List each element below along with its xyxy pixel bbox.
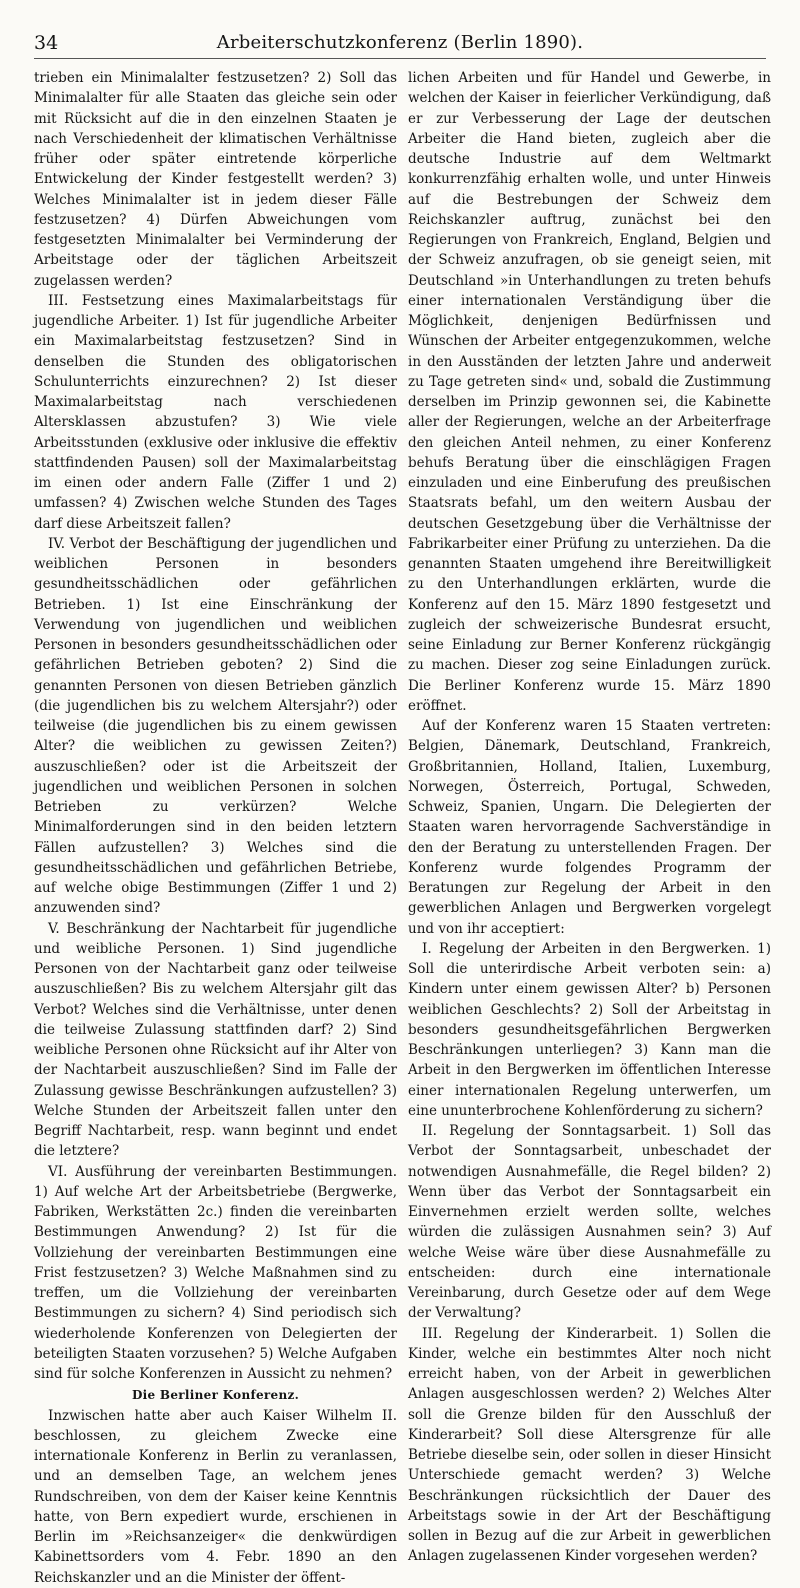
conference-item-iii: III. Regelung der Kinderarbeit. 1) Sollen die Kinder, welche ein bestimmtes Alter noch nicht erreicht haben, von der Arbeit in gewerblichen Anlagen ausgeschlossen werden? 2) Welches Alter soll die Grenze bilden für den Ausschluß der Kinderarbeit? Soll diese Altersgrenze für alle Betriebe dieselbe sein, oder sollen in dieser Hinsicht Unterschiede gemacht werden? 3) Welche Beschränkungen rücksichtlich der Dauer des Arbeitstags sowie in der Art der Beschäftigung sollen in Bezug auf die zur Arbeit in gewerblichen Anlagen zugelassenen Kinder vorgesehen werden? bbox=[408, 1325, 771, 1565]
conference-item-ii: II. Regelung der Sonntagsarbeit. 1) Soll das Verbot der Sonntagsarbeit, unbeschadet der notwendigen Ausnahmefälle, die Regel bilden? 2) Wenn über das Verbot der Sonntagsarbeit ein Einvernehmen erzielt werden sollte, welches würden die zulässigen Ausnahmen sein? 3) Auf welche Weise wäre über diese Ausnahmefälle zu entscheiden: durch eine internationale Vereinbarung, durch Gesetze oder auf dem Wege der Verwaltung? bbox=[408, 1123, 771, 1322]
program-item-v: V. Beschränkung der Nachtarbeit für jugendliche und weibliche Personen. 1) Sind jugendliche Personen von der Nachtarbeit ganz oder teilweise auszuschließen? Bis zu welchem Altersjahr gilt das Verbot? Welches sind die Verhältnisse, unter denen die teilweise Zulassung stattfinden darf? 2) Sind weibliche Personen ohne Rücksicht auf ihr Alter von der Nachtarbeit auszuschließen? Sind im Falle der Zulassung gewisse Beschränkungen aufzustellen? 3) Welche Stunden der Arbeitszeit fallen unter den Begriff Nachtarbeit, resp. wann beginnt und endet die letztere? bbox=[34, 920, 397, 1160]
left-column bbox=[34, 68, 397, 1586]
page-header bbox=[34, 30, 766, 59]
paragraph-participating-states: Auf der Konferenz waren 15 Staaten vertreten: Belgien, Dänemark, Deutschland, Frankreich, Großbritannien, Holland, Italien, Luxemburg, Norwegen, Österreich, Portugal, Schweden, Schweiz, Spanien, Ungarn. Die Delegierten der Staaten waren hervorragende Sachverständige in den der Beratung zu unterstellenden Fragen. Der Konferenz wurde folgendes Programm der Beratungen zur Regelung der Arbeit in den gewerblichen Anlagen und Bergwerken vorgelegt und von ihr acceptiert: bbox=[408, 718, 771, 937]
paragraph-berlin-conference: Inzwischen hatte aber auch Kaiser Wilhelm II. beschlossen, zu gleichem Zwecke eine internationale Konferenz in Berlin zu veranlassen, und an demselben Tage, an welchem jenes Rundschreiben, von dem der Kaiser keine Kenntnis hatte, von Bern expediert wurde, erschienen in Berlin im »Reichsanzeiger« die denkwürdigen Kabinettsorders vom 4. Febr. 1890 an den Reichskanzler und an die Minister der öffent- bbox=[34, 1407, 397, 1586]
running-title: Arbeiterschutzkonferenz (Berlin 1890). bbox=[216, 32, 584, 53]
program-item-iii: III. Festsetzung eines Maximalarbeitstags für jugendliche Arbeiter. 1) Ist für jugendliche Arbeiter ein Maximalarbeitstag festzusetzen? Sind in denselben die Stunden des obligatorischen Schulunterrichts einzurechnen? 2) Ist dieser Maximalarbeitstag nach verschiedenen Altersklassen abzustufen? 3) Wie viele Arbeitsstunden (exklusive oder inklusive die effektiv stattfindenden Pausen) soll der Maximalarbeitstag im einen oder andern Falle (Ziffer 1 und 2) umfassen? 4) Zwischen welche Stunden des Tages darf diese Arbeitszeit fallen? bbox=[34, 292, 397, 532]
conference-item-i: I. Regelung der Arbeiten in den Bergwerken. 1) Soll die unterirdische Arbeit verboten sein: a) Kindern unter einem gewissen Alter? b) Personen weiblichen Geschlechts? 2) Soll der Arbeitstag in besonders gesundheitsgefährlichen Bergwerken Beschränkungen unterliegen? 3) Kann man die Arbeit in den Bergwerken im öffentlichen Interesse einer internationalen Regelung unterwerfen, um eine ununterbrochene Kohlenförderung zu sichern? bbox=[408, 940, 771, 1119]
page-number: 34 bbox=[34, 32, 59, 54]
section-heading: Die Berliner Konferenz. bbox=[131, 1388, 300, 1403]
program-item-vi: VI. Ausführung der vereinbarten Bestimmungen. 1) Auf welche Art der Arbeitsbetriebe (Bergwerke, Fabriken, Werkstätten 2c.) finden die vereinbarten Bestimmungen Anwendung? 2) Ist für die Vollziehung der vereinbarten Bestimmungen eine Frist festzusetzen? 3) Welche Maßnahmen sind zu treffen, um die Vollziehung der vereinbarten Bestimmungen zu sichern? 4) Sind periodisch sich wiederholende Konferenzen von Delegierten der beteiligten Staaten vorzusehen? 5) Welche Aufgaben sind für solche Konferenzen in Aussicht zu nehmen? bbox=[34, 1163, 397, 1382]
right-column bbox=[408, 68, 771, 1565]
program-item-iv: IV. Verbot der Beschäftigung der jugendlichen und weiblichen Personen in besonders gesundheitsschädlichen oder gefährlichen Betrieben. 1) Ist eine Einschränkung der Verwendung von jugendlichen und weiblichen Personen in besonders gesundheitsschädlichen oder gefährlichen Betrieben geboten? 2) Sind die genannten Personen von diesen Betrieben gänzlich (die jugendlichen bis zu welchem Altersjahr?) oder teilweise (die jugendlichen bis zu einem gewissen Alter? die weiblichen zu gewissen Zeiten?) auszuschließen? oder ist die Arbeitszeit der jugendlichen und weiblichen Personen in solchen Betrieben zu verkürzen? Welche Minimalforderungen sind in den beiden letztern Fällen aufzustellen? 3) Welches sind die gesundheitsschädlichen und gefährlichen Betriebe, auf welche obige Bestimmungen (Ziffer 1 und 2) anzuwenden sind? bbox=[34, 535, 397, 917]
paragraph-continuation: trieben ein Minimalalter festzusetzen? 2) Soll das Minimalalter für alle Staaten das gleiche sein oder mit Rücksicht auf die in den einzelnen Staaten je nach Verschiedenheit der klimatischen Verhältnisse früher oder später eintretende körperliche Entwickelung der Kinder festgestellt werden? 3) Welches Minimalalter ist in jedem dieser Fälle festzusetzen? 4) Dürfen Abweichungen vom festgesetzten Minimalalter bei Verminderung der Arbeitstage oder der täglichen Arbeitszeit zugelassen werden? bbox=[34, 70, 397, 289]
paragraph-continuation-right: lichen Arbeiten und für Handel und Gewerbe, in welchen der Kaiser in feierlicher Verkündigung, daß er zur Verbesserung der Lage der deutschen Arbeiter die Hand bieten, zugleich aber die deutsche Industrie auf dem Weltmarkt konkurrenzfähig erhalten wolle, und unter Hinweis auf die Bestrebungen der Schweiz dem Reichskanzler auftrug, zunächst bei den Regierungen von Frankreich, England, Belgien und der Schweiz anzufragen, ob sie geneigt seien, mit Deutschland »in Unterhandlungen zu treten behufs einer internationalen Verständigung über die Möglichkeit, denjenigen Bedürfnissen und Wünschen der Arbeiter entgegenzukommen, welche in den Ausständen der letzten Jahre und anderweit zu Tage getreten sind« und, sobald die Zustimmung derselben im Prinzip gewonnen sei, die Kabinette aller der Regierungen, welche an der Arbeiterfrage den gleichen Anteil nehmen, zu einer Konferenz behufs Beratung über die einschlägigen Fragen einzuladen und eine Einberufung des preußischen Staatsrats befahl, um den weitern Ausbau der deutschen Gesetzgebung über die Verhältnisse der Fabrikarbeiter einer Prüfung zu unterziehen. Da die genannten Staaten umgehend ihre Bereitwilligkeit zu den Unterhandlungen erklärten, wurde die Konferenz auf den 15. März 1890 festgesetzt und zugleich der schweizerische Bundesrat ersucht, seine Einladung zur Berner Konferenz rückgängig zu machen. Dieser zog seine Einladungen zurück. Die Berliner Konferenz wurde 15. März 1890 eröffnet. bbox=[408, 70, 771, 714]
